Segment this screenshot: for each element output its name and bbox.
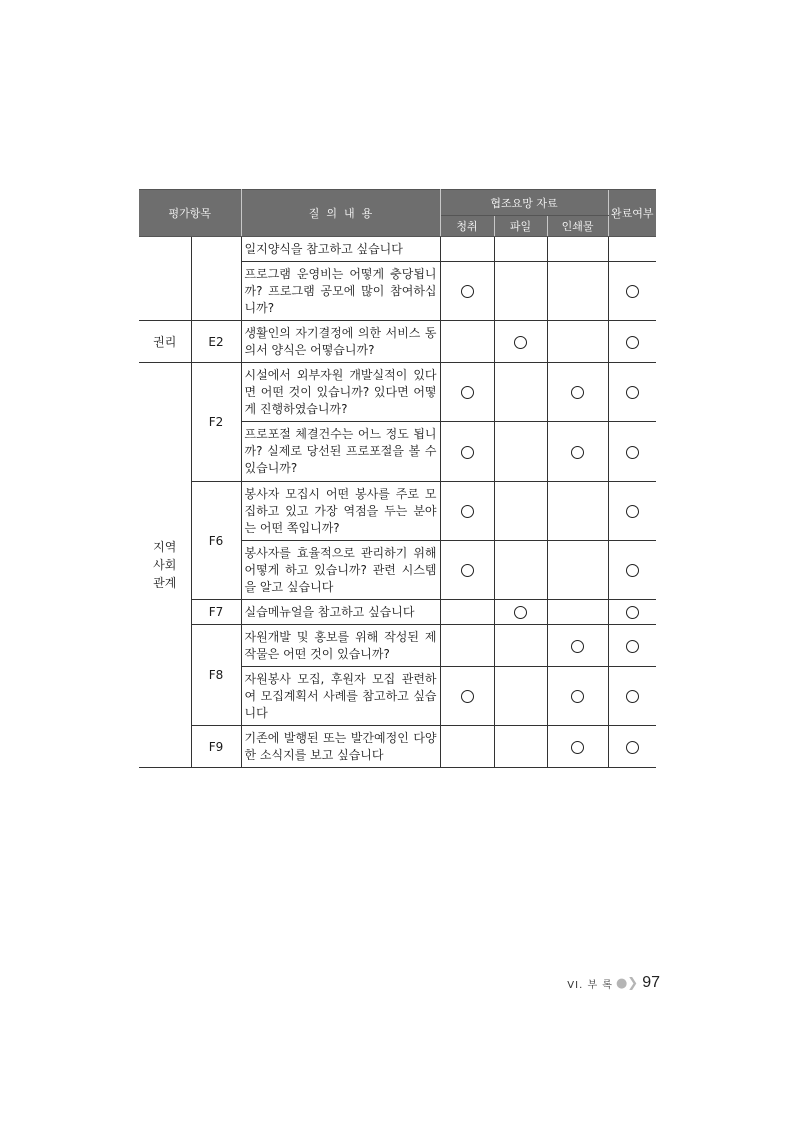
code-f7: F7 (191, 600, 241, 625)
mark-file (494, 363, 547, 422)
circle-check-icon (626, 386, 639, 399)
mark-file (494, 541, 547, 600)
mark-complete (608, 321, 656, 363)
mark-file (494, 667, 547, 726)
mark-print (547, 600, 608, 625)
mark-listen (440, 726, 494, 768)
area-community: 지역 사회 관계 (139, 363, 191, 768)
mark-listen (440, 667, 494, 726)
mark-print (547, 321, 608, 363)
circle-check-icon (461, 285, 474, 298)
question-cell: 봉사자를 효율적으로 관리하기 위해 어떻게 하고 있습니까? 관련 시스템을 알고 싶습니다 (241, 541, 440, 600)
mark-complete (608, 482, 656, 541)
mark-complete (608, 625, 656, 667)
mark-complete (608, 726, 656, 768)
question-cell: 프로그램 운영비는 어떻게 충당됩니까? 프로그램 공모에 많이 참여하십니까? (241, 262, 440, 321)
mark-print (547, 262, 608, 321)
circle-check-icon (626, 606, 639, 619)
header-question: 질 의 내 용 (241, 190, 440, 237)
circle-check-icon (626, 741, 639, 754)
page-number: 97 (642, 974, 660, 991)
circle-check-icon (571, 386, 584, 399)
circle-check-icon (461, 690, 474, 703)
code-f8: F8 (191, 625, 241, 726)
question-cell: 자원개발 및 홍보를 위해 작성된 제작물은 어떤 것이 있습니까? (241, 625, 440, 667)
header-file: 파일 (494, 216, 547, 237)
area-cell-empty (139, 237, 191, 321)
mark-print (547, 363, 608, 422)
question-cell: 실습메뉴얼을 참고하고 싶습니다 (241, 600, 440, 625)
mark-file (494, 262, 547, 321)
mark-file (494, 726, 547, 768)
mark-print (547, 237, 608, 262)
mark-file (494, 237, 547, 262)
circle-check-icon (571, 640, 584, 653)
circle-check-icon (571, 690, 584, 703)
mark-file (494, 482, 547, 541)
question-cell: 기존에 발행된 또는 발간예정인 다양한 소식지를 보고 싶습니다 (241, 726, 440, 768)
page-footer (560, 972, 660, 994)
circle-check-icon (571, 446, 584, 459)
area-rights: 권리 (139, 321, 191, 363)
mark-complete (608, 363, 656, 422)
header-complete: 완료여부 (608, 190, 656, 237)
mark-file (494, 422, 547, 482)
mark-print (547, 541, 608, 600)
circle-check-icon (571, 741, 584, 754)
circle-check-icon (626, 690, 639, 703)
question-cell: 봉사자 모집시 어떤 봉사를 주로 모집하고 있고 가장 역점을 두는 분야는 어떤 쪽입니까? (241, 482, 440, 541)
survey-table (139, 189, 656, 768)
mark-complete (608, 541, 656, 600)
circle-check-icon (626, 640, 639, 653)
mark-print (547, 482, 608, 541)
circle-check-icon (626, 505, 639, 518)
header-category: 평가항목 (139, 190, 241, 237)
code-cell-empty (191, 237, 241, 321)
chevron-right-icon: ●❯ (615, 975, 639, 991)
mark-listen (440, 422, 494, 482)
mark-listen (440, 363, 494, 422)
mark-complete (608, 262, 656, 321)
mark-print (547, 667, 608, 726)
question-cell: 시설에서 외부자원 개발실적이 있다면 어떤 것이 있습니까? 있다면 어떻게 진행하였습니까? (241, 363, 440, 422)
header-print: 인쇄물 (547, 216, 608, 237)
mark-listen (440, 482, 494, 541)
circle-check-icon (626, 285, 639, 298)
mark-listen (440, 541, 494, 600)
code-f6: F6 (191, 482, 241, 600)
header-listen: 청취 (440, 216, 494, 237)
circle-check-icon (626, 446, 639, 459)
circle-check-icon (461, 446, 474, 459)
code-f2: F2 (191, 363, 241, 482)
mark-complete (608, 237, 656, 262)
mark-listen (440, 625, 494, 667)
circle-check-icon (461, 564, 474, 577)
circle-check-icon (626, 336, 639, 349)
circle-check-icon (461, 386, 474, 399)
mark-complete (608, 600, 656, 625)
mark-print (547, 726, 608, 768)
mark-listen (440, 600, 494, 625)
mark-listen (440, 262, 494, 321)
header-request-group: 협조요망 자료 (440, 190, 608, 216)
circle-check-icon (461, 505, 474, 518)
mark-file (494, 321, 547, 363)
mark-listen (440, 321, 494, 363)
circle-check-icon (626, 564, 639, 577)
section-label: VI. 부 록 (567, 979, 613, 991)
circle-check-icon (514, 606, 527, 619)
question-cell: 생활인의 자기결정에 의한 서비스 동의서 양식은 어떻습니까? (241, 321, 440, 363)
question-cell: 일지양식을 참고하고 싶습니다 (241, 237, 440, 262)
mark-print (547, 422, 608, 482)
mark-file (494, 600, 547, 625)
mark-complete (608, 667, 656, 726)
mark-listen (440, 237, 494, 262)
code-f9: F9 (191, 726, 241, 768)
code-e2: E2 (191, 321, 241, 363)
question-cell: 프로포절 체결건수는 어느 정도 됩니까? 실제로 당선된 프로포절을 볼 수 있습니까? (241, 422, 440, 482)
mark-file (494, 625, 547, 667)
question-cell: 자원봉사 모집, 후원자 모집 관련하여 모집계획서 사례를 참고하고 싶습니다 (241, 667, 440, 726)
mark-complete (608, 422, 656, 482)
circle-check-icon (514, 336, 527, 349)
mark-print (547, 625, 608, 667)
